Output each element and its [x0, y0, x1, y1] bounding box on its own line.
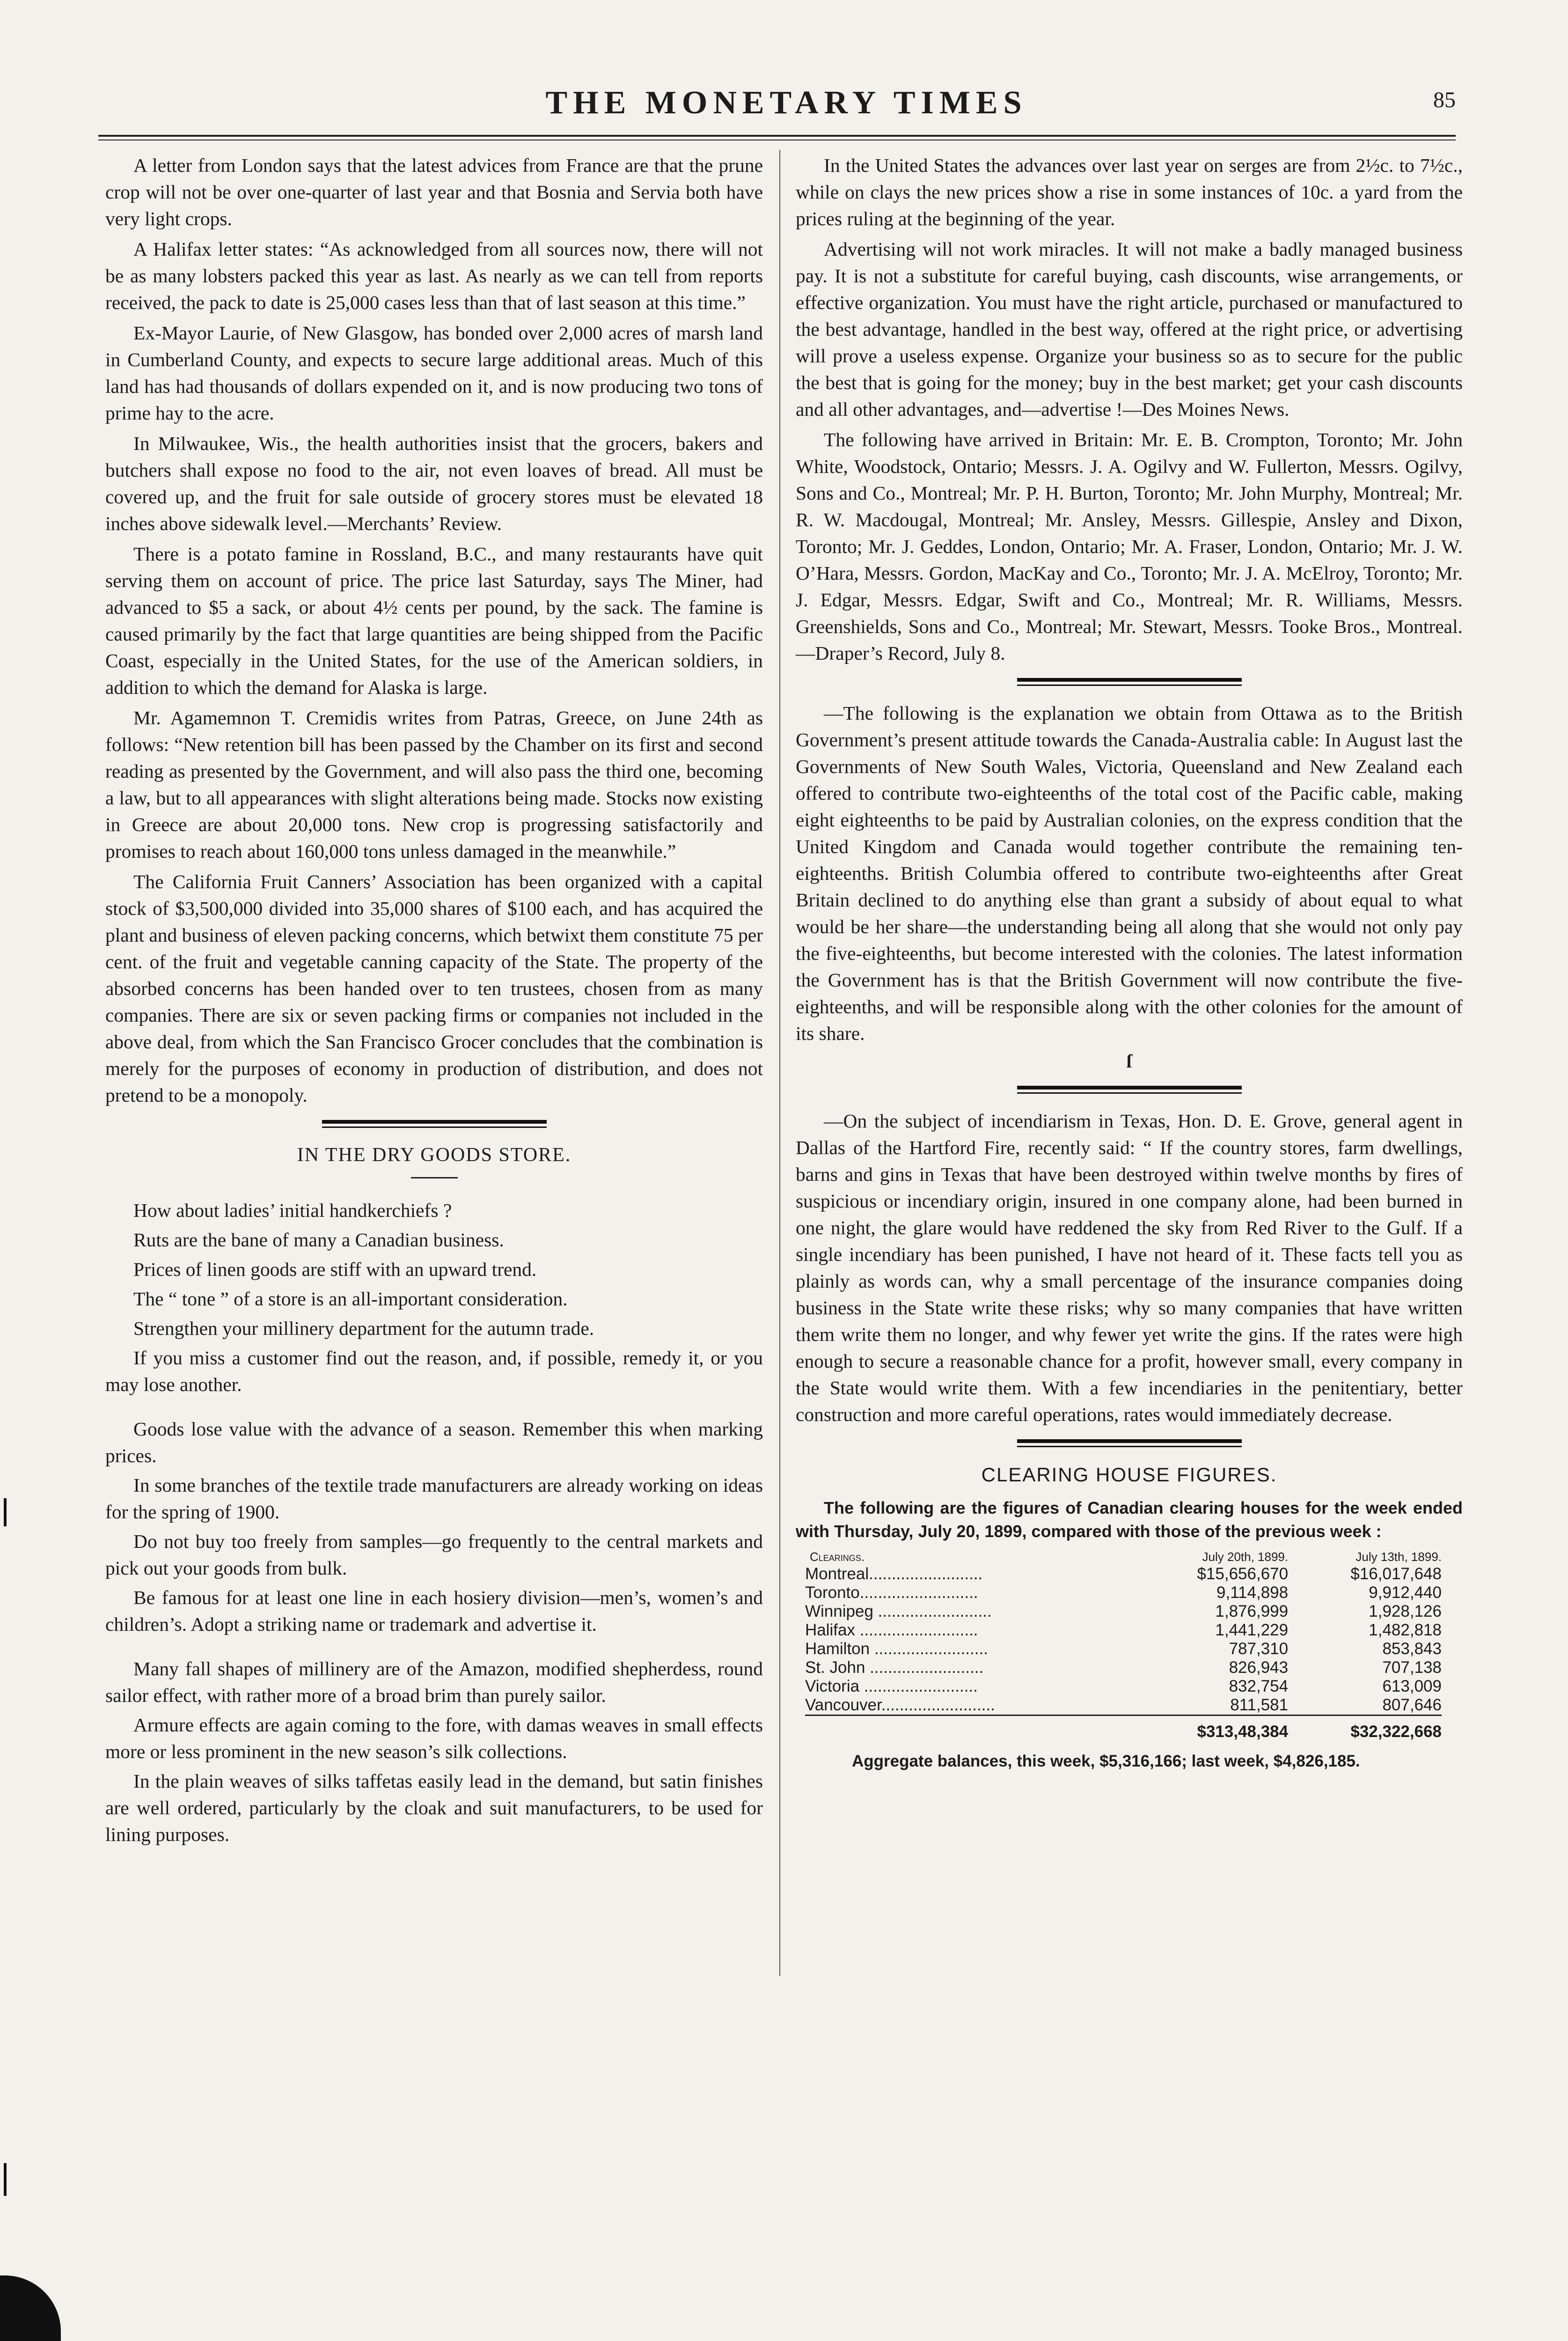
list-item: Prices of linen goods are stiff with an upward trend.	[133, 1259, 537, 1280]
week2-cell: 613,009	[1382, 1677, 1442, 1695]
total-week2: $32,322,668	[1316, 1715, 1442, 1742]
left-column	[105, 152, 763, 1851]
right-column	[796, 152, 1463, 1774]
list-item: The “ tone ” of a store is an all-important consideration.	[133, 1288, 568, 1310]
list-item: If you miss a customer find out the reason, and, if possible, remedy it, or you may lose another.	[105, 1347, 763, 1395]
masthead	[98, 84, 1474, 140]
city-cell: Hamilton .........................	[805, 1640, 988, 1658]
week1-cell: 787,310	[1229, 1640, 1289, 1658]
article-paragraph: Mr. Agamemnon T. Cremidis writes from Patras, Greece, on June 24th as follows: “New retention bill has been passed by the Chamber on its first and second reading as presented by the Government, and will also pass the third one, becoming a law, but to all appearances with slight alterations being made. Stocks now existing in Greece are about 20,000 tons. New crop is progressing satisfactorily and promises to reach about 160,000 tons unless damaged in the meanwhile.”	[105, 707, 763, 862]
week2-cell: 1,482,818	[1369, 1621, 1442, 1639]
city-cell: St. John .........................	[805, 1658, 984, 1677]
table-row	[805, 1677, 1442, 1696]
city-cell: Victoria .........................	[805, 1677, 978, 1695]
list-item: Be famous for at least one line in each hosiery division—men’s, women’s and children’s. Adopt a striking name or trademark and advertise it.	[105, 1587, 763, 1635]
week2-cell: $16,017,648	[1350, 1565, 1442, 1583]
clearing-intro: The following are the figures of Canadian clearing houses for the week ended with Thursday, July 20, 1899, compared with those of the previous week :	[796, 1498, 1463, 1541]
section-rule	[322, 1120, 547, 1128]
masthead-rule	[98, 135, 1456, 140]
article-paragraph: The following have arrived in Britain: Mr. E. B. Crompton, Toronto; Mr. John White, Woodstock, Ontario; Messrs. J. A. Ogilvy and W. Fullerton, Messrs. Ogilvy, Sons and Co., Montreal; Mr. P. H. Burton, Toronto; Mr. John Murphy, Montreal; Mr. R. W. Macdougal, Montreal; Mr. Ansley, Messrs. Gillespie, Ansley and Dixon, Toronto; Mr. J. Geddes, London, Ontario; Mr. A. Fraser, London, Ontario; Mr. J. W. O’Hara, Messrs. Gordon, MacKay and Co., Toronto; Mr. J. A. McElroy, Toronto; Mr. J. Edgar, Messrs. Edgar, Swift and Co., Montreal; Mr. R. Williams, Messrs. Greenshields, Sons and Co., Montreal; Mr. Stewart, Messrs. Tooke Bros., Montreal.—Draper’s Record, July 8.	[796, 429, 1463, 664]
week1-cell: $15,656,670	[1197, 1565, 1289, 1583]
scan-artifact	[4, 1498, 7, 1526]
table-row	[805, 1621, 1442, 1640]
city-cell: Vancouver.........................	[805, 1696, 995, 1714]
list-item: Armure effects are again coming to the fore, with damas weaves in small effects more or less prominent in the new season’s silk collections.	[105, 1714, 763, 1762]
article-paragraph: In Milwaukee, Wis., the health authorities insist that the grocers, bakers and butchers shall expose no food to the air, not even loaves of bread. All must be covered up, and the fruit for sale outside of grocery stores must be elevated 18 inches above sidewalk level.—Merchants’ Review.	[105, 433, 763, 534]
section-heading: IN THE DRY GOODS STORE.	[297, 1144, 572, 1166]
column-divider	[779, 150, 780, 1976]
article-paragraph: A letter from London says that the latest advices from France are that the prune crop will not be over one-quarter of last year and that Bosnia and Servia both have very light crops.	[105, 155, 763, 229]
list-item: How about ladies’ initial handkerchiefs ?	[133, 1200, 452, 1221]
clearing-table-body	[805, 1565, 1442, 1715]
city-cell: Halifax ..........................	[805, 1621, 978, 1639]
table-header-row	[805, 1549, 1442, 1565]
article-paragraph: In the United States the advances over last year on serges are from 2½c. to 7½c., while on clays the new prices show a rise in some instances of 10c. a yard from the prices ruling at the beginning of the year.	[796, 155, 1463, 229]
column-header: Clearings.	[810, 1550, 865, 1564]
week1-cell: 9,114,898	[1216, 1583, 1289, 1602]
list-item: Strengthen your millinery department for the autumn trade.	[133, 1318, 594, 1339]
scan-artifact	[4, 2163, 7, 2196]
week2-cell: 707,138	[1382, 1658, 1442, 1677]
week1-cell: 1,441,229	[1215, 1621, 1289, 1639]
week2-cell: 9,912,440	[1369, 1583, 1442, 1602]
list-item: Goods lose value with the advance of a season. Remember this when marking prices.	[105, 1418, 763, 1466]
week1-cell: 1,876,999	[1215, 1602, 1289, 1620]
list-item: In some branches of the textile trade manufacturers are already working on ideas for the spring of 1900.	[105, 1474, 763, 1523]
table-row	[805, 1658, 1442, 1677]
stray-printer-mark: ſ	[1126, 1051, 1132, 1072]
clearing-table	[805, 1549, 1442, 1741]
aggregate-balances: Aggregate balances, this week, $5,316,166; last week, $4,826,185.	[852, 1752, 1360, 1770]
week2-cell: 1,928,126	[1369, 1602, 1442, 1620]
column-header: July 13th, 1899.	[1356, 1550, 1442, 1564]
list-item: In the plain weaves of silks taffetas easily lead in the demand, but satin finishes are well ordered, particularly by the cloak and suit manufacturers, to be used for lining purposes.	[105, 1770, 763, 1845]
total-week1: $313,48,384	[1143, 1715, 1316, 1742]
table-row	[805, 1602, 1442, 1621]
page-number: 85	[1433, 88, 1456, 112]
table-row	[805, 1583, 1442, 1602]
section-rule	[1017, 678, 1242, 686]
week2-cell: 807,646	[1382, 1696, 1442, 1714]
list-item: Many fall shapes of millinery are of the Amazon, modified shepherdess, round sailor effect, with rather more of a broad brim than purely sailor.	[105, 1658, 763, 1706]
article-paragraph: A Halifax letter states: “As acknowledged from all sources now, there will not be as many lobsters packed this year as last. As nearly as we can tell from reports received, the pack to date is 25,000 cases less than that of last season at this time.”	[105, 238, 763, 313]
city-cell: Toronto..........................	[805, 1583, 978, 1602]
week1-cell: 832,754	[1229, 1677, 1289, 1695]
week2-cell: 853,843	[1382, 1640, 1442, 1658]
section-rule	[1017, 1439, 1242, 1447]
article-paragraph: Advertising will not work miracles. It will not make a badly managed business pay. It is not a substitute for careful buying, cash discounts, wise arrangements, or effective organization. You must have the right article, purchased or manufactured to the best advantage, handled in the best way, offered at the right price, or advertising will prove a useless expense. Organize your business so as to secure for the public the best that is going for the money; buy in the best market; get your cash discounts and all other advantages, and—advertise !—Des Moines News.	[796, 238, 1463, 420]
total-label-cell	[805, 1715, 1143, 1742]
list-item: Ruts are the bane of many a Canadian business.	[133, 1229, 504, 1251]
section-heading: CLEARING HOUSE FIGURES.	[981, 1464, 1277, 1486]
heading-rule	[411, 1177, 458, 1178]
article-paragraph: The California Fruit Canners’ Association has been organized with a capital stock of $3,500,000 divided into 35,000 shares of $100 each, and has acquired the plant and business of eleven packing concerns, which betwixt them constitute 75 per cent. of the fruit and vegetable canning capacity of the State. The property of the absorbed concerns has been handed over to ten trustees, chosen from as many companies. There are six or seven packing firms or companies not included in the above deal, from which the San Francisco Grocer concludes that the combination is merely for the purposes of economy in production of distribution, and does not pretend to be a monopoly.	[105, 871, 763, 1106]
table-row	[805, 1640, 1442, 1658]
cable-paragraph: —The following is the explanation we obtain from Ottawa as to the British Government’s present attitude towards the Canada-Australia cable: In August last the Governments of New South Wales, Victoria, Queensland and New Zealand each offered to contribute two-eighteenths of the total cost of the Pacific cable, making eight eighteenths to be paid by Australian colonies, on the express condition that the United Kingdom and Canada would together contribute the remaining ten-eighteenths. British Columbia offered to contribute two-eighteenths after Great Britain declined to do anything else than grant a subsidy of about equal to what would be her share—the understanding being all along that she would not only pay the five-eighteenths, but become interested with the colonies. The latest information the Government has is that the British Government will now contribute the five-eighteenths, and will be responsible along with the other colonies for the amount of its share.	[796, 702, 1463, 1044]
incendiarism-paragraph: —On the subject of incendiarism in Texas, Hon. D. E. Grove, general agent in Dallas of the Hartford Fire, recently said: “ If the country stores, farm dwellings, barns and gins in Texas that have been destroyed within twelve months by fires of suspicious or incendiary origin, insured in one company alone, had been burned in one night, the glare would have reddened the sky from Red River to the Gulf. If a single incendiary has been punished, I have not heard of it. These facts tell you as plainly as words can, why a small percentage of the insurance companies doing business in the State write these risks; why so many companies that have written them write them no longer, and why fewer yet write the gins. If the rates were high enough to secure a reasonable chance for a profit, however small, every company in the State would write them. With a few incendiaries in the penitentiary, better construction and more careful operations, rates would immediately decrease.	[796, 1110, 1463, 1425]
city-cell: Winnipeg .........................	[805, 1602, 992, 1620]
article-paragraph: Ex-Mayor Laurie, of New Glasgow, has bonded over 2,000 acres of marsh land in Cumberland County, and expects to secure large additional areas. Much of this land has had thousands of dollars expended on it, and is now producing two tons of prime hay to the acre.	[105, 322, 763, 424]
table-row	[805, 1696, 1442, 1715]
article-paragraph: There is a potato famine in Rossland, B.C., and many restaurants have quit serving them on account of price. The price last Saturday, says The Miner, had advanced to $5 a sack, or about 4½ cents per pound, by the sack. The famine is caused primarily by the fact that large quantities are being shipped from the Pacific Coast, especially in the United States, for the use of the American soldiers, in addition to which the demand for Alaska is large.	[105, 543, 763, 698]
dry-goods-list	[105, 1197, 763, 1848]
section-rule	[1017, 1086, 1242, 1094]
clearing-house-section	[796, 1461, 1463, 1774]
table-row	[805, 1565, 1442, 1583]
week1-cell: 826,943	[1229, 1658, 1289, 1677]
scan-artifact	[0, 2275, 61, 2341]
list-item: Do not buy too freely from samples—go frequently to the central markets and pick out your goods from bulk.	[105, 1531, 763, 1579]
week1-cell: 811,581	[1230, 1696, 1289, 1714]
city-cell: Montreal.........................	[805, 1565, 983, 1583]
total-row	[805, 1715, 1442, 1742]
column-header: July 20th, 1899.	[1202, 1550, 1289, 1564]
publication-title: THE MONETARY TIMES	[545, 85, 1027, 121]
